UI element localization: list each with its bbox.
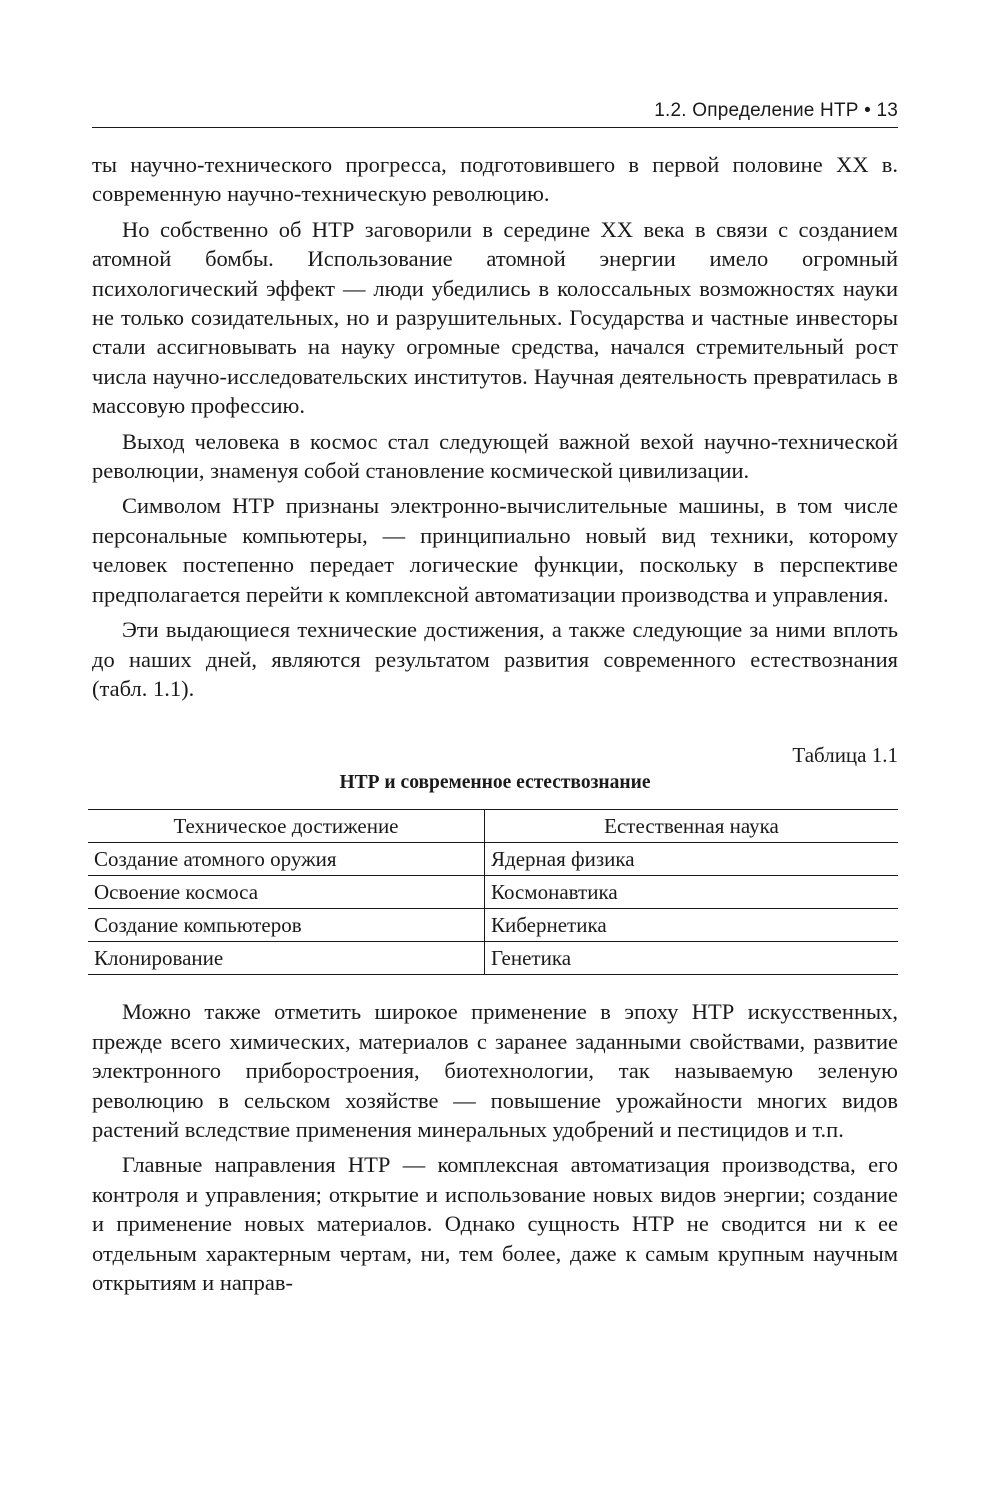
table-cell: Ядерная физика xyxy=(485,843,899,876)
paragraph: Символом НТР признаны электронно-вычислительные машины, в том числе персональные компьютеры, — принципиально новый вид техники, которому человек постепенно передает логические функции, поскольку в перспективе предполагается перейти к комплексной автоматизации производства и управления. xyxy=(92,493,898,607)
paragraph: Можно также отметить широкое применение в эпоху НТР искусственных, прежде всего химических, материалов с заранее заданными свойствами, развитие электронного приборостроения, биотехнологии, так называемую зеленую революцию в сельском хозяйстве — повышение урожайности многих видов растений вследствие применения минеральных удобрений и пестицидов и т.п. xyxy=(92,999,898,1142)
table-cell: Клонирование xyxy=(88,942,485,975)
table-header-cell: Естественная наука xyxy=(485,810,899,843)
table-cell: Генетика xyxy=(485,942,899,975)
table-cell: Кибернетика xyxy=(485,909,899,942)
paragraph: ты научно-технического прогресса, подготовившего в первой половине XX в. современную научно-техническую революцию. xyxy=(92,152,898,207)
page-content xyxy=(92,150,898,1297)
paragraph: Выход человека в космос стал следующей важной вехой научно-технической революции, знаменуя собой становление космической цивилизации. xyxy=(92,428,898,484)
data-table xyxy=(88,809,898,975)
table-row xyxy=(88,843,898,876)
table-row xyxy=(88,909,898,942)
running-header: 1.2. Определение НТР • 13 xyxy=(654,100,898,121)
paragraph: Но собственно об НТР заговорили в середине XX века в связи с созданием атомной бомбы. Использование атомной энергии имело огромный психологический эффект — люди убедились в колоссальных возможностях науки не только созидательных, но и разрушительных. Государства и частные инвесторы стали ассигновывать на науку огромные средства, начался стремительный рост числа научно-исследовательских институтов. Научная деятельность превратилась в массовую профессию. xyxy=(92,216,898,419)
table-row xyxy=(88,876,898,909)
table-caption: Таблица 1.1 xyxy=(792,743,898,768)
table-cell: Создание компьютеров xyxy=(88,909,485,942)
table-row xyxy=(88,942,898,975)
table-cell: Космонавтика xyxy=(485,876,899,909)
table-title: НТР и современное естествознание xyxy=(339,772,651,794)
paragraph: Главные направления НТР — комплексная автоматизация производства, его контроля и управления; открытие и использование новых видов энергии; создание и применение новых материалов. Однако сущность НТР не сводится ни к ее отдельным характерным чертам, ни, тем более, даже к самым крупным научным открытиям и направ- xyxy=(92,1152,898,1295)
paragraph: Эти выдающиеся технические достижения, а также следующие за ними вплоть до наших дней, являются результатом развития современного естествознания (табл. 1.1). xyxy=(92,617,898,701)
table-cell: Создание атомного оружия xyxy=(88,843,485,876)
table-header-cell: Техническое достижение xyxy=(88,810,485,843)
table-header-row xyxy=(88,810,898,843)
table-cell: Освоение космоса xyxy=(88,876,485,909)
header-rule xyxy=(92,127,898,128)
